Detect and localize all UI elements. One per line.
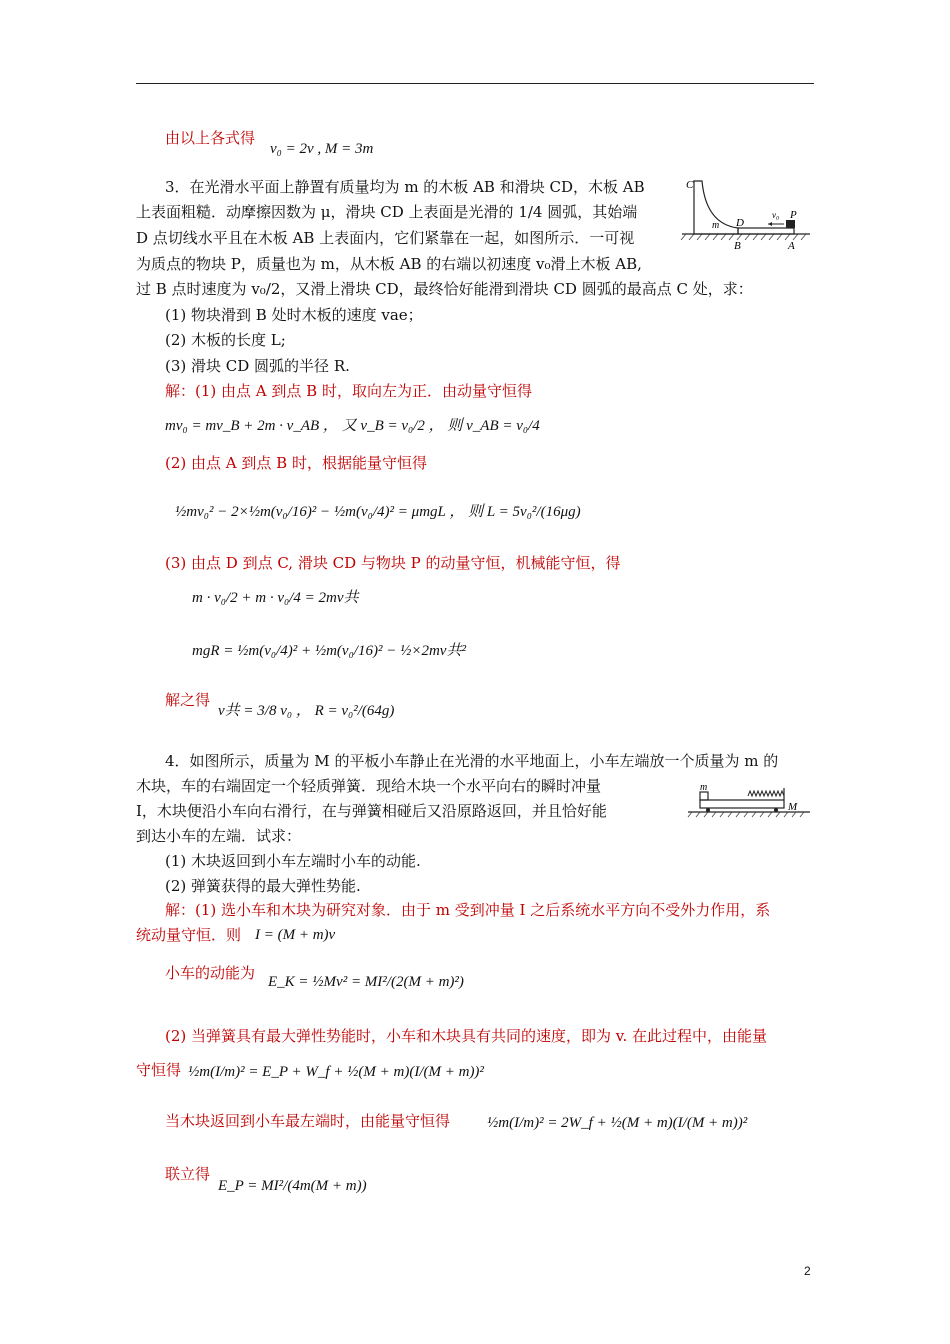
p4-equation-1: I = (M + m)v [255,927,336,943]
p3-question-line-4: 为质点的物块 P，质量也为 m，从木板 AB 的右端以初速度 v₀滑上木板 AB, [136,255,642,273]
p4-equation-3: ½m(I/m)² = E_P + W_f + ½(M + m)(I/(M + m))² [188,1064,484,1080]
p4-equation-5: E_P = MI²/(4m(M + m)) [218,1178,367,1194]
p3-solution-2: (2) 由点 A 到点 B 时，根据能量守恒得 [165,454,427,472]
p4-question-line-4: 到达小车的左端．试求： [136,827,302,845]
fig-label-m: m [712,220,720,231]
p3-equation-4: mgR = ½m(v₀/4)² + ½m(v₀/16)² − ½×2mv共² [192,643,466,659]
prev-conclusion-text: 由以上各式得 [165,129,256,147]
p3-solution-4: 解之得 [165,691,211,709]
p4-solution-1b: 统动量守恒．则 [136,926,242,944]
p4-equation-2: E_K = ½Mv² = MI²/(2(M + m)²) [268,974,464,990]
fig-label-p: P [790,209,797,221]
fig-label-m-cart: M [788,801,798,813]
fig-label-b: B [734,240,741,252]
p3-subquestion-2: (2) 木板的长度 L; [165,331,286,349]
p3-figure-board-and-slider [680,176,814,256]
prev-equation: v₀ = 2v , M = 3m [270,141,374,157]
p3-equation-2: ½mv₀² − 2×½m(v₀/16)² − ½m(v₀/4)² = μmgL ， 则 L = 5v₀²/(16μg) [175,504,581,520]
p3-equation-3: m · v₀/2 + m · v₀/4 = 2mv共 [192,590,359,606]
p3-equation-1: mv₀ = mv_B + 2m · v_AB ， 又 v_B = v₀/2 ， 则 v_AB = v₀/4 [165,418,540,434]
page-number: 2 [804,1264,811,1278]
p4-figure-cart-spring [686,780,814,818]
p3-solution-1: 解：(1) 由点 A 到点 B 时，取向左为正．由动量守恒得 [165,382,532,400]
p3-equation-5: v共 = 3/8 v₀ ， R = v₀²/(64g) [218,703,395,719]
p4-subquestion-1: (1) 木块返回到小车左端时小车的动能. [165,852,421,870]
p3-subquestion-1: (1) 物块滑到 B 处时木板的速度 vae； [165,306,423,324]
p3-question-line-3: D 点切线水平且在木板 AB 上表面内，它们紧靠在一起，如图所示．一可视 [136,229,635,247]
fig-label-v0: v₀ [772,210,780,220]
p4-solution-4: 当木块返回到小车最左端时，由能量守恒得 [165,1112,451,1130]
header-rule [136,83,814,84]
p4-equation-4: ½m(I/m)² = 2W_f + ½(M + m)(I/(M + m))² [487,1115,748,1131]
p3-question-line-1: 3．在光滑水平面上静置有质量均为 m 的木板 AB 和滑块 CD，木板 AB [165,178,645,196]
p4-question-line-3: I，木块便沿小车向右滑行，在与弹簧相碰后又沿原路返回，并且恰好能 [136,802,607,820]
p3-question-line-5: 过 B 点时速度为 v₀/2，又滑上滑块 CD，最终恰好能滑到滑块 CD 圆弧的最高点 C 处，求： [136,280,753,298]
fig-label-d: D [736,217,744,229]
p4-solution-1a: 解：(1) 选小车和木块为研究对象．由于 m 受到冲量 I 之后系统水平方向不受外力作用，系 [165,901,771,919]
p3-question-line-2: 上表面粗糙．动摩擦因数为 μ，滑块 CD 上表面是光滑的 1/4 圆弧，其始端 [136,203,638,221]
p3-solution-3: (3) 由点 D 到点 C, 滑块 CD 与物块 P 的动量守恒，机械能守恒，得 [165,554,621,572]
p4-question-line-1: 4．如图所示，质量为 M 的平板小车静止在光滑的水平地面上，小车左端放一个质量为 m 的 [165,752,779,770]
fig-label-c: C [686,179,694,191]
p4-solution-5: 联立得 [165,1165,211,1183]
p4-solution-3b: 守恒得 [136,1061,182,1079]
p4-solution-3a: (2) 当弹簧具有最大弹性势能时，小车和木块具有共同的速度，即为 v. 在此过程中，由能量 [165,1027,768,1045]
p4-subquestion-2: (2) 弹簧获得的最大弹性势能. [165,877,361,895]
p4-solution-2: 小车的动能为 [165,964,256,982]
fig-label-a: A [788,240,795,252]
p3-subquestion-3: (3) 滑块 CD 圆弧的半径 R. [165,357,350,375]
p4-question-line-2: 木块，车的右端固定一个轻质弹簧．现给木块一个水平向右的瞬时冲量 [136,777,602,795]
fig-label-m-block: m [700,782,708,793]
